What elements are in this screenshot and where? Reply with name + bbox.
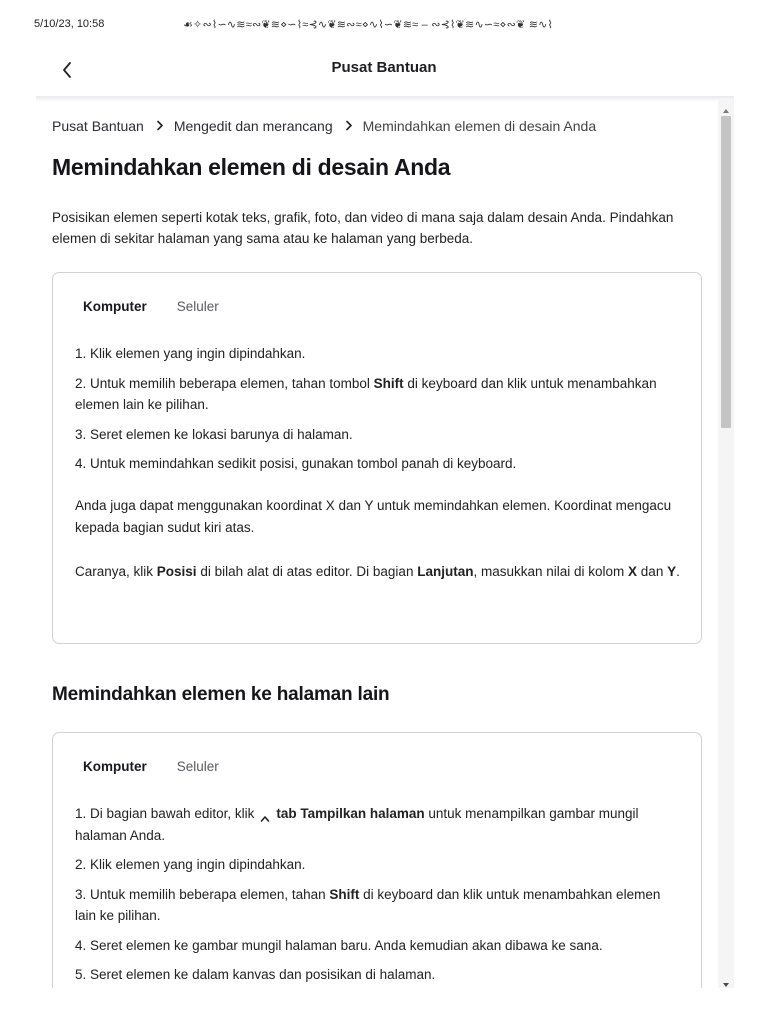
breadcrumb-item-editing[interactable]: Mengedit dan merancang — [173, 118, 333, 134]
coordinates-paragraph: Anda juga dapat menggunakan koordinat X dan Y untuk memindahkan elemen. Koordinat mengacu kepada bagian sudut kiri atas. — [75, 498, 672, 535]
step-item: 1. Klik elemen yang ingin dipindahkan. — [75, 346, 306, 361]
tab-computer[interactable]: Komputer — [83, 759, 147, 774]
steps-list — [75, 343, 675, 483]
step-keyword: tab Tampilkan halaman — [276, 806, 425, 821]
step-keyword: Shift — [373, 375, 404, 391]
step-item: 3. Seret elemen ke lokasi barunya di halaman. — [75, 426, 353, 442]
step-item — [75, 803, 675, 846]
step-item: 5. Seret elemen ke dalam kanvas dan posisikan di halaman. — [75, 967, 436, 982]
chevron-right-icon — [156, 119, 164, 134]
platform-tabs — [83, 299, 249, 314]
para-keyword: Y — [667, 564, 677, 579]
step-item: 4. Seret elemen ke gambar mungil halaman baru. Anda kemudian akan dibawa ke sana. — [75, 937, 603, 953]
article-intro: Posisikan elemen seperti kotak teks, grafik, foto, dan video di mana saja dalam desain Anda. Pindahkan elemen di sekitar halaman yang sama atau ke halaman yang berbeda. — [52, 210, 674, 246]
para-text: di bilah alat di atas editor. Di bagian — [196, 564, 418, 579]
step-item — [75, 373, 675, 416]
step-text: untuk menampilkan gambar mungil halaman Anda. — [75, 806, 639, 843]
step-keyword: Shift — [329, 886, 360, 902]
status-title: ☙✧∾⌇∽∿≋≈∾❦≋⋄∽⌇≈⊰∿❦≋∾≈⋄∿⌇∽❦≋≈ – ∾⊰⌇❦≋∿∽≈⋄∾❦ ≋∿⌇ — [183, 19, 554, 31]
status-bar — [0, 0, 768, 50]
step-text: 3. Untuk memilih beberapa elemen, tahan — [75, 886, 330, 902]
help-article — [36, 100, 716, 988]
step-text: di keyboard dan klik untuk menambahkan elemen lain ke pilihan. — [75, 886, 661, 923]
tab-computer[interactable]: Komputer — [83, 299, 147, 314]
para-keyword: X — [628, 564, 638, 579]
step-text: 2. Untuk memilih beberapa elemen, tahan tombol — [75, 375, 374, 391]
instructions-card-move-pages — [52, 732, 702, 988]
tab-mobile[interactable]: Seluler — [176, 759, 219, 774]
chevron-right-icon — [345, 119, 353, 134]
scroll-down-icon[interactable] — [722, 976, 730, 984]
tab-mobile[interactable]: Seluler — [176, 299, 219, 314]
para-text: Caranya, klik — [75, 564, 157, 579]
scroll-up-icon[interactable] — [722, 102, 730, 110]
para-keyword: Posisi — [156, 564, 197, 579]
step-item — [75, 884, 675, 927]
status-time: 5/10/23, 10:58 — [34, 18, 105, 30]
help-content-frame — [36, 100, 734, 988]
chevron-up-icon — [260, 809, 270, 819]
app-header — [0, 50, 768, 90]
para-text: . — [676, 564, 680, 579]
page-title: Memindahkan elemen di desain Anda — [52, 154, 451, 180]
breadcrumb — [52, 118, 596, 134]
platform-tabs — [83, 759, 249, 774]
vertical-scrollbar[interactable] — [718, 100, 734, 988]
section-title: Memindahkan elemen ke halaman lain — [52, 684, 390, 705]
step-text: di keyboard dan klik untuk menambahkan elemen lain ke pilihan. — [75, 375, 657, 412]
steps-list — [75, 803, 675, 988]
scrollbar-thumb[interactable] — [721, 116, 731, 428]
breadcrumb-item-help-center[interactable]: Pusat Bantuan — [52, 118, 144, 134]
para-keyword: Lanjutan — [417, 564, 474, 579]
position-paragraph — [75, 561, 685, 583]
para-text: , masukkan nilai di kolom — [473, 564, 629, 579]
breadcrumb-item-current: Memindahkan elemen di desain Anda — [362, 118, 597, 134]
para-text: dan — [637, 564, 668, 579]
step-item: 2. Klik elemen yang ingin dipindahkan. — [75, 857, 306, 872]
header-title: Pusat Bantuan — [331, 59, 437, 76]
step-text: 1. Di bagian bawah editor, klik — [75, 806, 255, 821]
instructions-card-move — [52, 272, 702, 644]
step-item: 4. Untuk memindahkan sedikit posisi, gunakan tombol panah di keyboard. — [75, 456, 517, 471]
